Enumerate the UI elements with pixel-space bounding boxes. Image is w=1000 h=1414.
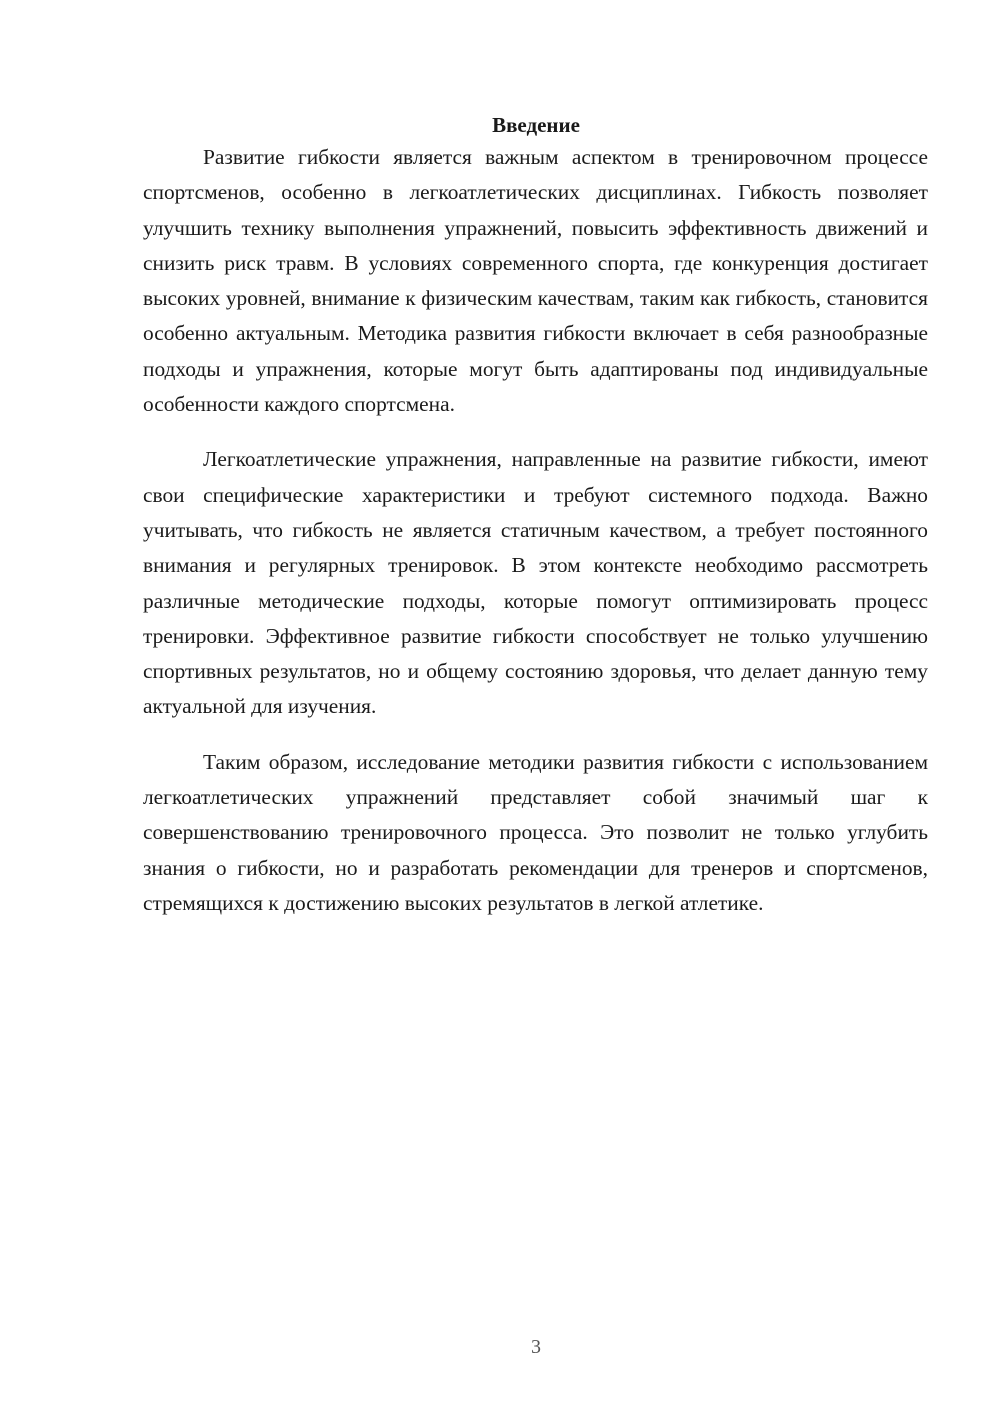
page-number: 3: [531, 1336, 541, 1358]
paragraph-2: Легкоатлетические упражнения, направленные на развитие гибкости, имеют свои специфические характеристики и требуют системного подхода. Важно учитывать, что гибкость не является статичным качеством, а требует постоянного внимания и регулярных тренировок. В этом контексте необходимо рассмотреть различные методические подходы, которые помогут оптимизировать процесс тренировки. Эффективное развитие гибкости способствует не только улучшению спортивных результатов, но и общему состоянию здоровья, что делает данную тему актуальной для изучения.: [143, 447, 928, 719]
paragraph-1: Развитие гибкости является важным аспектом в тренировочном процессе спортсменов, особенно в легкоатлетических дисциплинах. Гибкость позволяет улучшить технику выполнения упражнений, повысить эффективность движений и снизить риск травм. В условиях современного спорта, где конкуренция достигает высоких уровней, внимание к физическим качествам, таким как гибкость, становится особенно актуальным. Методика развития гибкости включает в себя разнообразные подходы и упражнения, которые могут быть адаптированы под индивидуальные особенности каждого спортсмена.: [143, 145, 928, 417]
paragraph-3: Таким образом, исследование методики развития гибкости с использованием легкоатлетических упражнений представляет собой значимый шаг к совершенствованию тренировочного процесса. Это позволит не только углубить знания о гибкости, но и разработать рекомендации для тренеров и спортсменов, стремящихся к достижению высоких результатов в легкой атлетике.: [143, 749, 928, 915]
document-body: [143, 140, 928, 941]
section-heading: Введение: [492, 113, 580, 138]
